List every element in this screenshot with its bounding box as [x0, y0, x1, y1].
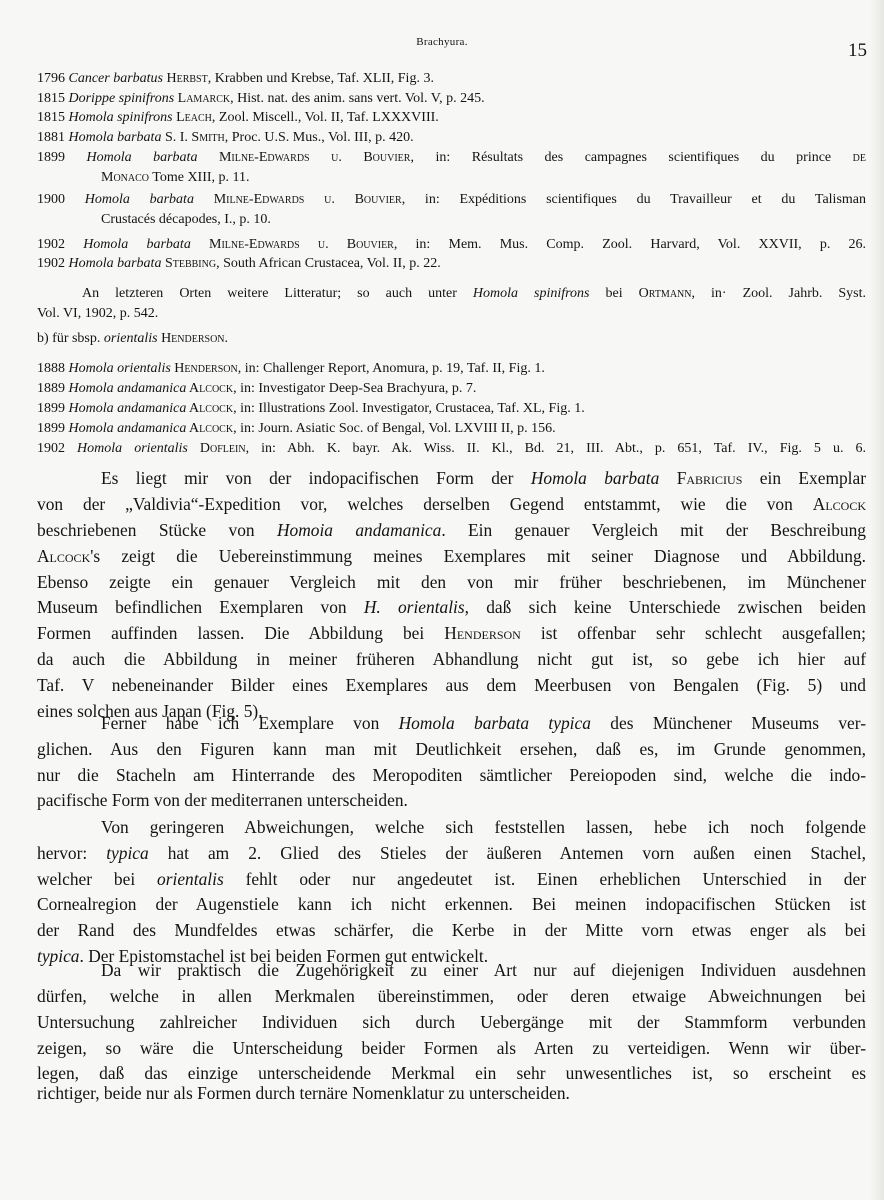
text-segment: Untersuchung zahlreicher Individuen sich durch Uebergänge mit der Stammform verbunden [37, 1012, 866, 1032]
text-segment: 1899 [37, 401, 69, 416]
text-segment: glichen. Aus den Figuren kann man mit Deutlichkeit ersehen, daß es, im Grunde genommen, [37, 739, 866, 759]
reference-line [37, 129, 414, 147]
text-segment: dürfen, welche in allen Merkmalen übereinstimmen, oder deren etwaige Abweichnungen bei [37, 986, 866, 1006]
text-segment: 1796 [37, 71, 69, 86]
text-segment: , daß sich keine Unterschiede zwischen beiden [464, 597, 867, 617]
taxon-name: Homola andamanica [68, 401, 187, 416]
text-segment: . Der Epistomstachel ist bei beiden Formen gut entwickelt. [79, 946, 489, 966]
text-segment: Ebenso zeigte ein genauer Vergleich mit den von mir früher beschriebenen, im Münchener [37, 572, 866, 592]
reference-line [37, 330, 228, 348]
text-segment: , in: Expéditions scientifiques du Travailleur et du Talisman [401, 192, 866, 207]
author-name: Milne-Edwards u. Bouvier [193, 192, 402, 207]
text-line [37, 893, 866, 915]
taxon-name: Homola andamanica [68, 421, 187, 436]
reference-line [37, 149, 866, 167]
text-segment: b) für sbsp. [37, 331, 104, 346]
text-segment: 1815 [37, 91, 69, 106]
text-line [37, 519, 866, 541]
taxon-name: Homola orientalis [77, 441, 188, 456]
text-line [37, 738, 866, 760]
text-segment: Cornealregion der Augenstiele kann ich nicht erkennen. Bei meinen indopacifischen Stücken ist [37, 894, 866, 914]
author-name: Lamarck [174, 91, 231, 106]
text-line [37, 1062, 866, 1084]
text-segment: 1889 [37, 381, 69, 396]
text-segment: , Proc. U.S. Mus., Vol. III, p. 420. [224, 130, 414, 145]
text-segment: . Ein genauer Vergleich mit der Beschreibung [441, 520, 867, 540]
text-segment: , South African Crustacea, Vol. II, p. 22. [216, 256, 441, 271]
taxon-name: Homola orientalis [68, 361, 171, 376]
text-line [101, 712, 866, 734]
author-name: Leach [172, 110, 212, 125]
reference-line [37, 380, 476, 398]
text-segment: der Rand des Mundfeldes etwas schärfer, die Kerbe in der Mitte vorn etwas enger als bei [37, 920, 866, 940]
text-line [37, 648, 866, 670]
author-name: Alcock [186, 381, 234, 396]
text-segment: richtiger, beide nur als Formen durch ternäre Nomenklatur zu unterscheiden. [37, 1083, 570, 1103]
text-segment: hervor: [37, 843, 107, 863]
text-segment: eines solchen aus Japan (Fig. 5). [37, 701, 263, 721]
text-line [37, 1037, 866, 1059]
text-line [37, 493, 866, 515]
reference-line [37, 236, 866, 254]
text-line [37, 622, 866, 644]
page-number: 15 [848, 40, 867, 61]
text-line [37, 571, 866, 593]
taxon-name: orientalis [103, 331, 158, 346]
text-segment: . [224, 331, 229, 346]
reference-line [37, 191, 866, 209]
text-segment: nur die Stacheln am Hinterrande des Meropoditen sämtlicher Pereiopoden sind, welche die indo- [37, 765, 866, 785]
text-segment: von der „Valdivia“-Expedition vor, welches derselben Gegend entstammt, wie die von [37, 494, 813, 514]
text-segment: 1902 [37, 441, 78, 456]
text-segment: 1888 [37, 361, 69, 376]
running-title: Brachyura. [416, 36, 468, 48]
text-segment: 1815 [37, 110, 69, 125]
reference-line [37, 400, 585, 418]
text-line [101, 959, 866, 981]
author-name: Henderson [444, 623, 521, 643]
reference-line [37, 90, 485, 108]
text-segment: , in: Challenger Report, Anomura, p. 19, Taf. II, Fig. 1. [237, 361, 545, 376]
reference-line [101, 169, 250, 187]
author-name: Monaco [101, 170, 150, 185]
author-name: Stebbing [161, 256, 217, 271]
taxon-name: Homola barbata [84, 192, 194, 207]
taxon-name: H. orientalis [363, 597, 465, 617]
text-segment: Crustacés décapodes, I., p. 10. [101, 212, 271, 227]
text-segment: Vol. VI, 1902, p. 542. [37, 306, 159, 321]
text-segment: , Hist. nat. des anim. sans vert. Vol. V, p. 245. [230, 91, 485, 106]
taxon-name: Homola barbata [86, 150, 198, 165]
reference-line [37, 440, 866, 458]
text-segment: 1902 [37, 237, 84, 252]
taxon-name: Homola barbata [530, 468, 660, 488]
text-segment: 1900 [37, 192, 85, 207]
author-name: Milne-Edwards u. Bouvier [190, 237, 394, 252]
text-line [101, 816, 866, 838]
taxon-name: Homola andamanica [68, 381, 187, 396]
text-segment: Da wir praktisch die Zugehörigkeit zu einer Art nur auf diejenigen Individuen ausdehnen [101, 960, 866, 980]
taxon-name: Homoia andamanica [276, 520, 442, 540]
scan-edge-shadow [870, 0, 884, 1200]
author-name: Ortmann [638, 286, 692, 301]
taxon-name: Homola spinifrons [68, 110, 173, 125]
reference-line [37, 420, 556, 438]
text-segment: , in: Illustrations Zool. Investigator, Crustacea, Taf. XL, Fig. 1. [233, 401, 585, 416]
text-segment: zeigen, so wäre die Unterscheidung beider Formen als Arten zu verteidigen. Wenn wir über- [37, 1038, 866, 1058]
text-segment: 's zeigt die Uebereinstimmung meines Exemplares mit seiner Diagnose und Abbildung. [90, 546, 866, 566]
text-segment: 1899 [37, 150, 87, 165]
taxon-name: Dorippe spinifrons [68, 91, 175, 106]
taxon-name: Cancer barbatus [68, 71, 163, 86]
reference-line [82, 285, 866, 303]
text-segment: bei [589, 286, 639, 301]
text-line [37, 1011, 866, 1033]
author-name: Milne-Edwards u. Bouvier [197, 150, 411, 165]
text-segment: , in: Résultats des campagnes scientifiques du prince [410, 150, 853, 165]
text-segment: 1899 [37, 421, 69, 436]
text-segment: pacifische Form von der mediterranen unterscheiden. [37, 790, 408, 810]
text-line [37, 674, 866, 696]
taxon-name: Homola spinifrons [472, 286, 590, 301]
text-segment: , Zool. Miscell., Vol. II, Taf. LXXXVIII. [211, 110, 439, 125]
text-line [37, 764, 866, 786]
text-segment: Ferner habe ich Exemplare von [101, 713, 399, 733]
text-segment: Tome XIII, p. 11. [149, 170, 250, 185]
text-line [37, 789, 408, 811]
text-segment: An letzteren Orten weitere Litteratur; so auch unter [82, 286, 473, 301]
author-name: Henderson [170, 361, 238, 376]
reference-line [37, 70, 434, 88]
text-segment: da auch die Abbildung in meiner früheren Abhandlung nicht gut ist, so gebe ich hier auf [37, 649, 866, 669]
author-name: S. I. Smith [161, 130, 225, 145]
text-line [101, 467, 866, 489]
author-name: Alcock [186, 401, 234, 416]
text-segment: 1881 [37, 130, 69, 145]
taxon-name: orientalis [157, 869, 224, 889]
text-segment: Es liegt mir von der indopacifischen Form der [101, 468, 531, 488]
text-segment: ein Exemplar [742, 468, 867, 488]
text-segment: , in: Investigator Deep-Sea Brachyura, p. 7. [233, 381, 477, 396]
text-line [37, 985, 866, 1007]
text-segment: legen, daß das einzige unterscheidende Merkmal ein sehr unwesentliches ist, so erscheint es [37, 1063, 866, 1083]
taxon-name: Homola barbata [68, 256, 162, 271]
author-name: Doflein [187, 441, 246, 456]
text-segment: Formen auffinden lassen. Die Abbildung bei [37, 623, 445, 643]
text-line [37, 596, 866, 618]
reference-line [101, 211, 271, 229]
taxon-name: typica [106, 843, 149, 863]
author-name: Henderson [157, 331, 225, 346]
text-segment: 1902 [37, 256, 69, 271]
reference-line [37, 255, 441, 273]
author-name: Fabricius [659, 468, 743, 488]
taxon-name: Homola barbata typica [398, 713, 591, 733]
text-segment: , Krabben und Krebse, Taf. XLII, Fig. 3. [207, 71, 434, 86]
author-name: Alcock [186, 421, 234, 436]
text-segment: des Münchener Museums ver- [590, 713, 866, 733]
text-line [37, 1082, 570, 1104]
text-segment: fehlt oder nur angedeutet ist. Einen erheblichen Unterschied in der [223, 869, 866, 889]
taxon-name: Homola barbata [68, 130, 162, 145]
taxon-name: typica [37, 946, 80, 966]
text-line [37, 919, 866, 941]
author-name: Alcock [812, 494, 866, 514]
text-segment: Von geringeren Abweichungen, welche sich feststellen lassen, hebe ich noch folgende [101, 817, 866, 837]
text-segment: beschriebenen Stücke von [37, 520, 277, 540]
text-segment: , in: Abh. K. bayr. Ak. Wiss. II. Kl., Bd. 21, III. Abt., p. 651, Taf. IV., Fig. 5 u. 6. [245, 441, 867, 456]
reference-line [37, 360, 545, 378]
taxon-name: Homola barbata [83, 237, 191, 252]
text-line [37, 868, 866, 890]
reference-line [37, 305, 158, 323]
text-line [37, 842, 866, 864]
author-name: Herbst [163, 71, 208, 86]
text-segment: , in· Zool. Jahrb. Syst. [691, 286, 866, 301]
text-segment: hat am 2. Glied des Stieles der äußeren Antemen vorn außen einen Stachel, [148, 843, 866, 863]
text-segment: welcher bei [37, 869, 158, 889]
text-segment: Taf. V nebeneinander Bilder eines Exemplares aus dem Meerbusen von Bengalen (Fig. 5) und [37, 675, 866, 695]
text-segment: , in: Journ. Asiatic Soc. of Bengal, Vol. LXVIII II, p. 156. [233, 421, 556, 436]
reference-line [37, 109, 439, 127]
author-name: de [852, 150, 866, 165]
text-segment: , in: Mem. Mus. Comp. Zool. Harvard, Vol. XXVII, p. 26. [393, 237, 867, 252]
text-segment: ist offenbar sehr schlecht ausgefallen; [520, 623, 866, 643]
text-segment: Museum befindlichen Exemplaren von [37, 597, 364, 617]
author-name: Alcock [37, 546, 91, 566]
text-line [37, 545, 866, 567]
